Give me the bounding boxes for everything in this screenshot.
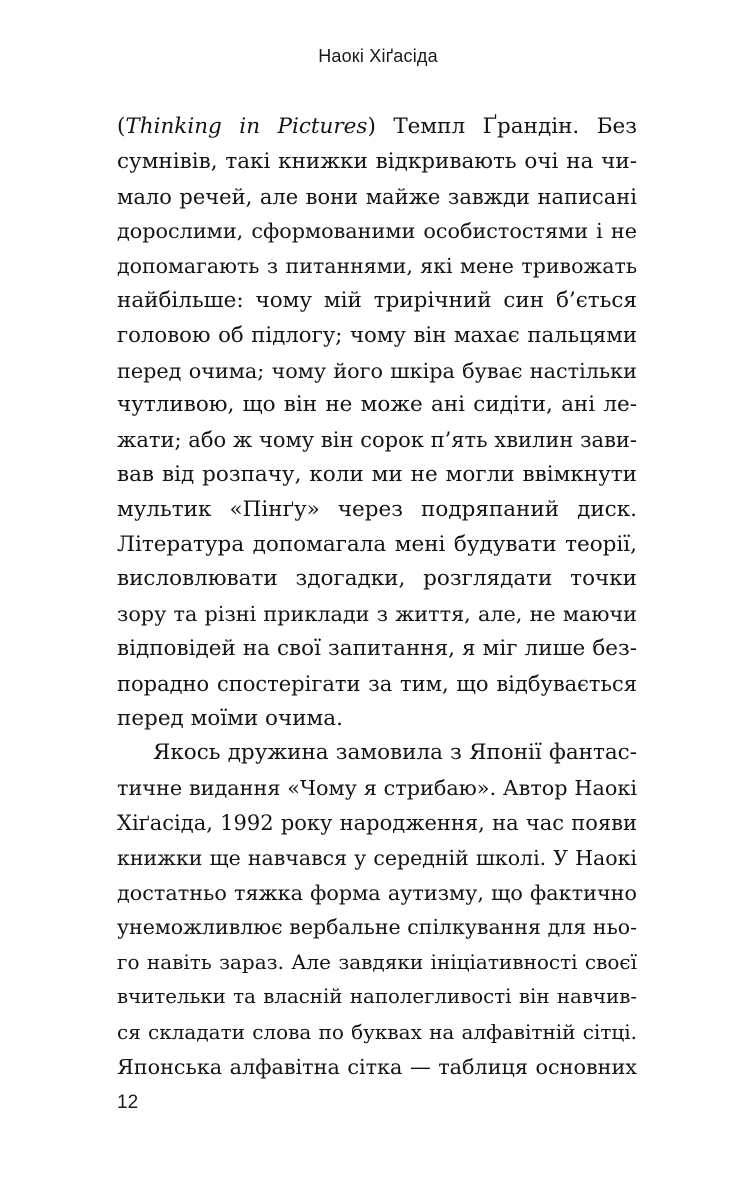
text-line: Література допомагала мені будувати теорії, xyxy=(117,531,637,557)
text-line: достатньо тяжка форма аутизму, що фактично xyxy=(117,880,637,905)
page-number: 12 xyxy=(117,1092,139,1113)
text-line xyxy=(117,110,637,145)
text-line: тичне видання «Чому я стрибаю». Автор Наокі xyxy=(117,776,637,801)
book-title-italic: Thinking in Pictures xyxy=(125,114,368,139)
paragraph-2 xyxy=(117,736,637,1084)
text-line: перед очима; чому його шкіра буває настільки xyxy=(117,358,637,383)
body-text xyxy=(117,110,637,1084)
text-line: вав від розпачу, коли ми не могли ввімкнути xyxy=(117,461,637,487)
text-line: мало речей, але вони майже завжди написані xyxy=(117,184,637,209)
text-line: зору та різні приклади з життя, але, не маючи xyxy=(117,602,637,627)
line-rest: ) Темпл Ґрандін. Без xyxy=(367,114,637,139)
text-line: унеможливлює вербальне спілкування для ньо- xyxy=(117,915,637,940)
text-line: мультик «Пінґу» через подряпаний диск. xyxy=(117,496,637,522)
text-line: сумнівів, такі книжки відкривають очі на чи- xyxy=(117,148,637,174)
text-line: Якось дружина замовила з Японії фантас- xyxy=(153,740,637,766)
text-line: ся складати слова по буквах на алфавітній сітці. xyxy=(117,1019,637,1044)
text-line: перед моїми очима. xyxy=(117,705,343,731)
text-line: книжки ще навчався у середній школі. У Наокі xyxy=(117,845,637,870)
text-line: найбільше: чому мій трирічний син б’ється xyxy=(117,287,637,313)
paragraph-1 xyxy=(117,110,637,736)
text-line: Хіґасіда, 1992 року народження, на час появи xyxy=(117,810,637,835)
text-line: Японська алфавітна сітка — таблиця основних xyxy=(117,1054,637,1079)
text-line: порадно спостерігати за тим, що відбувається xyxy=(117,671,637,696)
text-line: го навіть зараз. Але завдяки ініціативності своєї xyxy=(117,950,637,975)
running-head: Наокі Хіґасіда xyxy=(318,46,438,66)
text-line: дорослими, сформованими особистостями і не xyxy=(117,219,637,244)
text-line: чутливою, що він не може ані сидіти, ані ле- xyxy=(117,392,637,418)
text-line: головою об підлогу; чому він махає пальцями xyxy=(117,322,637,348)
text-line: допомагають з питаннями, які мене тривожать xyxy=(117,254,637,279)
text-line: жати; або ж чому він сорок п’ять хвилин зави- xyxy=(117,428,637,453)
open-paren: ( xyxy=(117,114,126,139)
text-line: висловлювати здогадки, розглядати точки xyxy=(117,566,637,592)
text-line: відповідей на свої запитання, я міг лише без- xyxy=(117,635,637,661)
text-line: вчительки та власній наполегливості він навчив- xyxy=(117,984,637,1008)
